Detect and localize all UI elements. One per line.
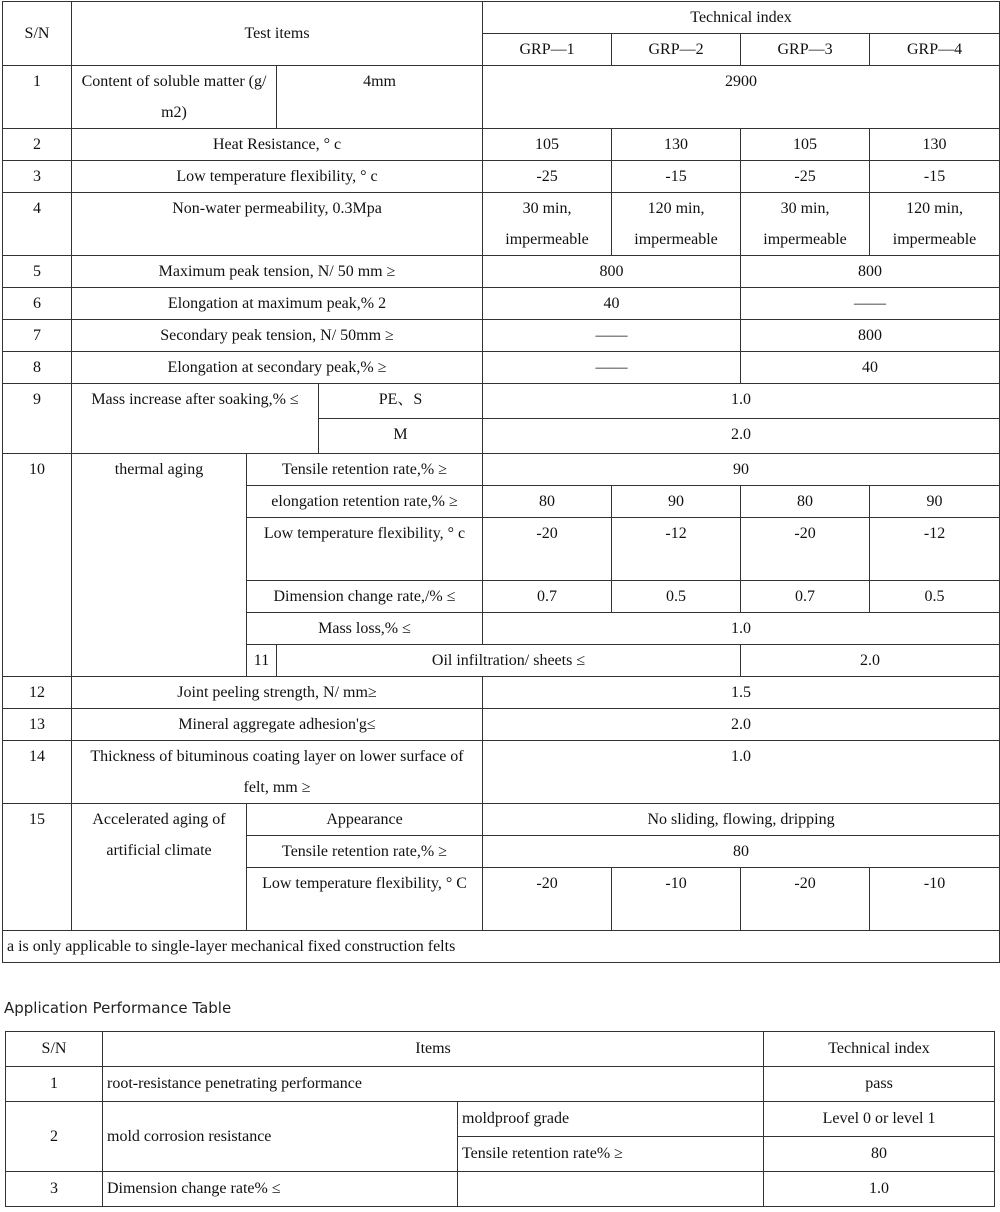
row-subitem: Tensile retention rate,% ≥ (247, 454, 483, 486)
row-value-grp-3-4: 40 (741, 352, 1000, 384)
row-value: -12 (870, 518, 1000, 581)
row-value: -20 (483, 868, 612, 931)
row-value: 1.0 (483, 613, 1000, 645)
row-value: 30 min, impermeable (741, 193, 870, 256)
row-sn: 2 (6, 1102, 103, 1172)
row-value: 2.0 (483, 419, 1000, 454)
row-item: mold corrosion resistance (103, 1102, 458, 1172)
row-sn: 1 (6, 1067, 103, 1102)
row-value: -20 (741, 868, 870, 931)
row-value-grp-3-4: 800 (741, 256, 1000, 288)
row-value: 1.5 (483, 677, 1000, 709)
row-value: -10 (870, 868, 1000, 931)
row-item: Maximum peak tension, N/ 50 mm ≥ (72, 256, 483, 288)
row-value: 30 min, impermeable (483, 193, 612, 256)
table-row (3, 256, 1000, 288)
table-row (3, 454, 1000, 486)
row-value: 2.0 (483, 709, 1000, 741)
table-row (6, 1102, 995, 1137)
row-value-grp-1-2: —— (483, 352, 741, 384)
row-subitem: Dimension change rate,/% ≤ (247, 581, 483, 613)
table-row (3, 288, 1000, 320)
footnote-row (3, 931, 1000, 963)
row-value: 120 min, impermeable (612, 193, 741, 256)
row-item: Mineral aggregate adhesion'g≤ (72, 709, 483, 741)
row-value: 80 (483, 836, 1000, 868)
row-subitem: Mass loss,% ≤ (247, 613, 483, 645)
header-grp-4: GRP—4 (870, 34, 1000, 66)
row-value: -20 (741, 518, 870, 581)
technical-index-table (2, 1, 1000, 963)
row-subitem: Low temperature flexibility, ° C (247, 868, 483, 931)
row-item: Non-water permeability, 0.3Mpa (72, 193, 483, 256)
table-row (3, 352, 1000, 384)
row-value: 1.0 (764, 1172, 995, 1207)
row-value: 130 (870, 129, 1000, 161)
table-row (3, 709, 1000, 741)
header-sn: S/N (6, 1032, 103, 1067)
row-sn: 3 (3, 161, 72, 193)
row-subitem: M (319, 419, 483, 454)
table-row (3, 66, 1000, 129)
row-sn: 1 (3, 66, 72, 129)
row-value-grp-3-4: —— (741, 288, 1000, 320)
row-value: Level 0 or level 1 (764, 1102, 995, 1137)
table-row (6, 1172, 995, 1207)
row-value: No sliding, flowing, dripping (483, 804, 1000, 836)
row-sn: 8 (3, 352, 72, 384)
row-value: 0.5 (612, 581, 741, 613)
header-technical-index: Technical index (764, 1032, 995, 1067)
row-value-grp-1-2: 40 (483, 288, 741, 320)
table-row (6, 1067, 995, 1102)
row-value: -25 (741, 161, 870, 193)
row-value: 80 (741, 486, 870, 518)
row-value: 2.0 (741, 645, 1000, 677)
row-item: Heat Resistance, ° c (72, 129, 483, 161)
row-sn: 12 (3, 677, 72, 709)
row-item: Low temperature flexibility, ° c (72, 161, 483, 193)
row-item: Secondary peak tension, N/ 50mm ≥ (72, 320, 483, 352)
row-value: -25 (483, 161, 612, 193)
row-item: Joint peeling strength, N/ mm≥ (72, 677, 483, 709)
row-value: 0.7 (483, 581, 612, 613)
row-value: 120 min, impermeable (870, 193, 1000, 256)
row-value: 90 (870, 486, 1000, 518)
row-subitem: Tensile retention rate% ≥ (458, 1137, 764, 1172)
row-item: Elongation at secondary peak,% ≥ (72, 352, 483, 384)
table-row (3, 677, 1000, 709)
row-subitem: 4mm (277, 66, 483, 129)
row-value: 130 (612, 129, 741, 161)
footnote: a is only applicable to single-layer mechanical fixed construction felts (3, 931, 1000, 963)
row-subitem: Tensile retention rate,% ≥ (247, 836, 483, 868)
row-value: 90 (612, 486, 741, 518)
row-value: 1.0 (483, 741, 1000, 804)
table-row (3, 320, 1000, 352)
row-sn: 7 (3, 320, 72, 352)
header-test-items: Test items (72, 2, 483, 66)
row-value-grp-1-2: 800 (483, 256, 741, 288)
row-item: Dimension change rate% ≤ (103, 1172, 458, 1207)
row-sn: 6 (3, 288, 72, 320)
row-sn: 15 (3, 804, 72, 931)
row-value: -12 (612, 518, 741, 581)
row-item: Content of soluble matter (g/ m2) (72, 66, 277, 129)
row-subitem: elongation retention rate,% ≥ (247, 486, 483, 518)
header-items: Items (103, 1032, 764, 1067)
row-value: -10 (612, 868, 741, 931)
row-value: -15 (612, 161, 741, 193)
row-value: 105 (483, 129, 612, 161)
table-row (3, 741, 1000, 804)
row-value-grp-3-4: 800 (741, 320, 1000, 352)
row-item: root-resistance penetrating performance (103, 1067, 764, 1102)
row-sn: 4 (3, 193, 72, 256)
row-subitem: Low temperature flexibility, ° c (247, 518, 483, 581)
header-sn: S/N (3, 2, 72, 66)
row-item: thermal aging (72, 454, 247, 677)
row-value: 80 (764, 1137, 995, 1172)
row-item: Mass increase after soaking,% ≤ (72, 384, 319, 454)
table-row (3, 129, 1000, 161)
row-sn: 14 (3, 741, 72, 804)
header-grp-1: GRP—1 (483, 34, 612, 66)
row-subitem: Appearance (247, 804, 483, 836)
row-sn: 5 (3, 256, 72, 288)
row-value: pass (764, 1067, 995, 1102)
row-value: 80 (483, 486, 612, 518)
application-performance-table (5, 1031, 995, 1207)
row-value: -15 (870, 161, 1000, 193)
row-sn: 9 (3, 384, 72, 454)
row-item: Oil infiltration/ sheets ≤ (277, 645, 741, 677)
row-value: 2900 (483, 66, 1000, 129)
row-value: 105 (741, 129, 870, 161)
table-row (3, 161, 1000, 193)
table-row (3, 804, 1000, 836)
row-value-grp-1-2: —— (483, 320, 741, 352)
row-sn: 13 (3, 709, 72, 741)
row-value: 0.7 (741, 581, 870, 613)
table-row (3, 384, 1000, 419)
row-item: Elongation at maximum peak,% 2 (72, 288, 483, 320)
row-subitem (458, 1172, 764, 1207)
row-sn: 3 (6, 1172, 103, 1207)
row-subitem: moldproof grade (458, 1102, 764, 1137)
row-value: 0.5 (870, 581, 1000, 613)
row-item: Thickness of bituminous coating layer on lower surface of felt, mm ≥ (72, 741, 483, 804)
row-value: -20 (483, 518, 612, 581)
row-value: 90 (483, 454, 1000, 486)
row-sn: 2 (3, 129, 72, 161)
row-item: Accelerated aging of artificial climate (72, 804, 247, 931)
table-row (3, 193, 1000, 256)
row-subitem: PE、S (319, 384, 483, 419)
header-row (6, 1032, 995, 1067)
header-technical-index: Technical index (483, 2, 1000, 34)
row-value: 1.0 (483, 384, 1000, 419)
row-sn: 11 (247, 645, 277, 677)
row-sn: 10 (3, 454, 72, 677)
header-grp-3: GRP—3 (741, 34, 870, 66)
header-grp-2: GRP—2 (612, 34, 741, 66)
header-row (3, 2, 1000, 34)
table-caption: Application Performance Table (4, 999, 232, 1017)
